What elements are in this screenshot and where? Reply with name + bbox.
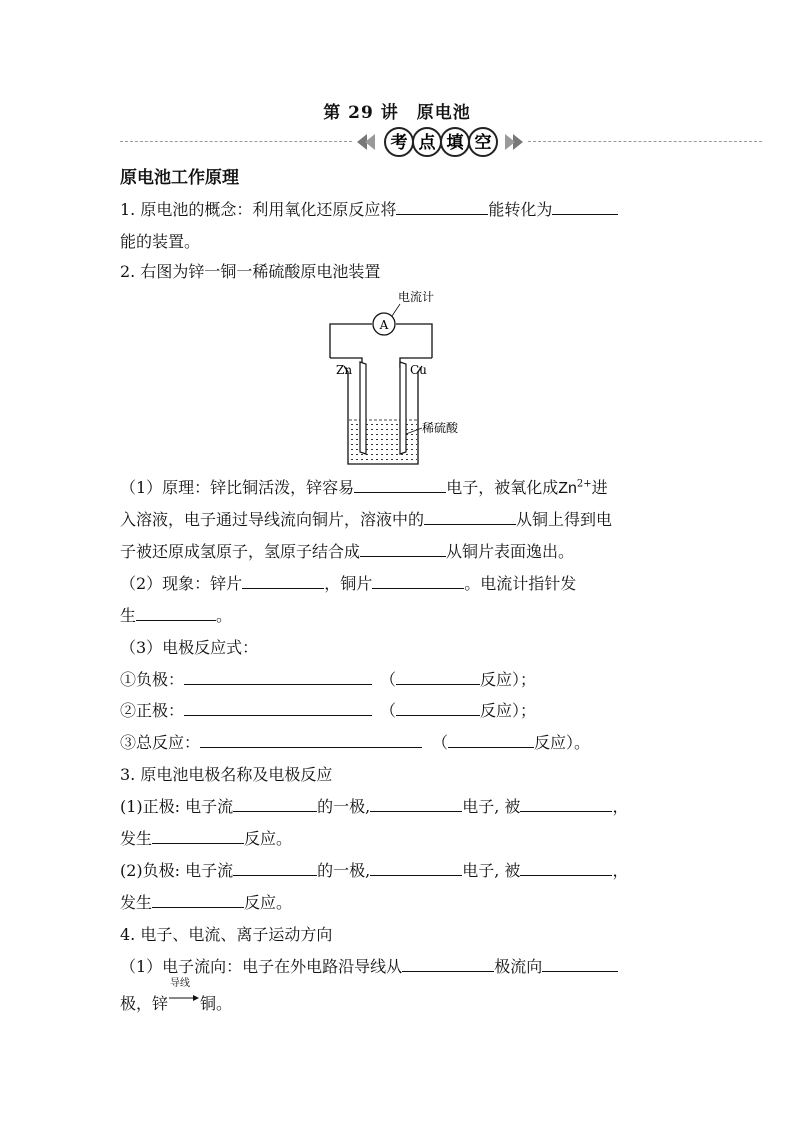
q3-positive-line-1 [120, 797, 628, 817]
blank[interactable] [200, 733, 422, 748]
p3-heading: （3）电极反应式： [120, 638, 259, 657]
q2-text: 2. 右图为锌一铜一稀硫酸原电池装置 [120, 262, 381, 281]
blank[interactable] [152, 893, 244, 908]
q4-text-d: 铜。 [200, 994, 233, 1013]
blank[interactable] [184, 701, 372, 716]
q3-text-e: 发生 [120, 829, 153, 848]
p3-negative [120, 670, 536, 690]
p1-text-b: 电子，被氧化成 [446, 478, 559, 497]
ammeter-leader [392, 304, 400, 316]
q4-line-2 [120, 978, 233, 1014]
blank[interactable] [396, 670, 480, 685]
right-arrow-icon [168, 993, 200, 1003]
q3-text-e: 发生 [120, 893, 153, 912]
paren-open: （ [380, 670, 397, 689]
paren-open: （ [380, 701, 397, 720]
p1-text-g: 从铜片表面逸出。 [446, 542, 575, 561]
q1-text-a: 1. 原电池的概念：利用氧化还原反应将 [120, 200, 397, 219]
section-heading: 原电池工作原理 [120, 168, 239, 188]
blank[interactable] [233, 797, 317, 812]
p2-line-1 [120, 574, 576, 594]
wire-right [396, 324, 432, 358]
p3-total [120, 733, 590, 753]
blank[interactable] [184, 670, 372, 685]
q4-heading: 4. 电子、电流、离子运动方向 [120, 925, 333, 944]
paren-close: 反应）； [480, 670, 537, 689]
p1-text-d: 入溶液，电子通过导线流向铜片，溶液中的 [120, 510, 425, 529]
arrow-label: 导线 [170, 978, 191, 989]
q3-text-b: 的一极, [317, 797, 371, 816]
q3-text-c: 电子, 被 [462, 797, 521, 816]
q3-text-d: ， [612, 797, 629, 816]
copper-electrode [400, 362, 406, 454]
q4-text-c: 极，锌 [120, 994, 169, 1013]
ammeter-symbol: A [379, 318, 389, 332]
p1-text-a: （1）原理：锌比铜活泼，锌容易 [120, 478, 355, 497]
p2-text-b: ，铜片 [324, 574, 373, 593]
q3-text-f: 反应。 [244, 893, 293, 912]
q4-line-1 [120, 957, 618, 977]
blank[interactable] [370, 797, 462, 812]
p3-neg-label: ①负极： [120, 670, 185, 689]
acid-label: 稀硫酸 [422, 421, 459, 435]
cu-label: Cu [410, 363, 427, 377]
paren-close: 反应）。 [534, 733, 591, 752]
zn-charge: 2+ [576, 478, 592, 490]
blank[interactable] [520, 797, 612, 812]
q1-text-b: 能转化为 [488, 200, 553, 219]
blank[interactable] [242, 574, 324, 589]
blank[interactable] [152, 829, 244, 844]
p3-positive [120, 701, 536, 721]
zinc-electrode [360, 362, 366, 454]
blank[interactable] [396, 200, 488, 215]
blank[interactable] [360, 542, 446, 557]
p2-line-2 [120, 606, 232, 626]
badge-char-4: 空 [474, 133, 492, 153]
p1-text-c: 进 [591, 478, 608, 497]
q3-heading: 3. 原电池电极名称及电极反应 [120, 765, 333, 784]
q4-text-a: （1）电子流向：电子在外电路沿导线从 [120, 957, 403, 976]
blank[interactable] [233, 861, 317, 876]
galvanic-cell-figure [300, 282, 490, 477]
blank[interactable] [354, 478, 446, 493]
badge-arrows-right-icon [505, 134, 523, 150]
p2-text-c: 。电流计指针发 [464, 574, 577, 593]
blank[interactable] [372, 574, 464, 589]
divider-right [528, 141, 762, 142]
badge-arrows-left-icon [357, 134, 375, 150]
zn-label: Zn [336, 363, 353, 377]
badge-char-2: 点 [418, 133, 436, 153]
q3-text-d: ， [612, 861, 629, 880]
q3-neg-label: (2)负极: 电子流 [120, 861, 234, 880]
blank[interactable] [402, 957, 494, 972]
blank[interactable] [136, 606, 216, 621]
p1-text-e: 从铜上得到电 [516, 510, 613, 529]
q3-text-b: 的一极, [317, 861, 371, 880]
blank[interactable] [520, 861, 612, 876]
q3-negative-line-1 [120, 861, 628, 881]
wire-arrow [168, 978, 200, 1009]
q1-line-2: 能的装置。 [120, 232, 201, 251]
q1-line-1 [120, 200, 618, 220]
q3-text-f: 反应。 [244, 829, 293, 848]
ammeter-label: 电流计 [398, 290, 435, 304]
q3-text-c: 电子, 被 [462, 861, 521, 880]
blank[interactable] [424, 510, 516, 525]
p1-line-1 [120, 478, 608, 499]
q3-negative-line-2 [120, 893, 292, 913]
p1-line-2 [120, 510, 612, 530]
p2-text-e: 。 [216, 606, 233, 625]
p2-text-d: 生 [120, 606, 137, 625]
blank[interactable] [542, 957, 618, 972]
badge-char-1: 考 [390, 133, 408, 153]
badge-char-3: 填 [446, 133, 464, 153]
p3-total-label: ③总反应： [120, 733, 201, 752]
blank[interactable] [370, 861, 462, 876]
q4-text-b: 极流向 [494, 957, 543, 976]
wire-left [330, 324, 372, 358]
blank[interactable] [448, 733, 534, 748]
zn-ion: Zn [558, 480, 577, 497]
paren-close: 反应）； [480, 701, 537, 720]
acid-solution [349, 420, 417, 463]
q3-pos-label: (1)正极: 电子流 [120, 797, 234, 816]
blank[interactable] [396, 701, 480, 716]
paren-open: （ [432, 733, 449, 752]
p2-text-a: （2）现象：锌片 [120, 574, 243, 593]
section-badge [355, 126, 525, 158]
page-title: 第 29 讲 原电池 [323, 103, 471, 123]
p3-pos-label: ②正极： [120, 701, 185, 720]
p1-line-3 [120, 542, 574, 562]
p1-text-f: 子被还原成氢原子，氢原子结合成 [120, 542, 361, 561]
blank[interactable] [552, 200, 618, 215]
q3-positive-line-2 [120, 829, 292, 849]
divider-left [120, 141, 352, 142]
